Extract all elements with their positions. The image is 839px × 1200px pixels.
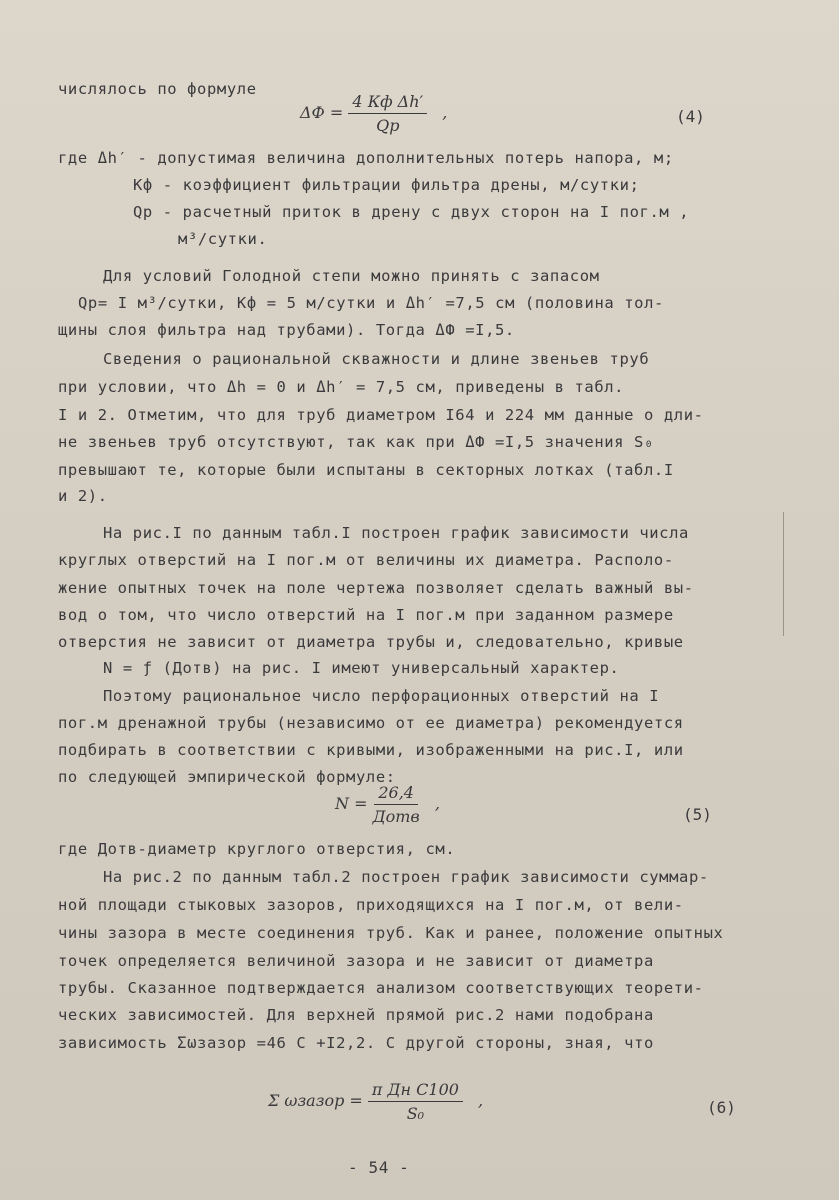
text-line: трубы. Сказанное подтверждается анализом соответствующих теорети- xyxy=(58,979,704,997)
formula-lhs: Σ ωзазор = xyxy=(268,1091,363,1110)
formula-5 xyxy=(335,783,440,826)
text-line: не звеньев труб отсутствуют, так как при ΔФ =I,5 значения S₀ xyxy=(58,433,654,451)
formula-numerator: 4 Кф Δh′ xyxy=(348,92,427,114)
text-line: отверстия не зависит от диаметра трубы и, следовательно, кривые xyxy=(58,633,684,651)
text-line: жение опытных точек на поле чертежа позволяет сделать важный вы- xyxy=(58,579,694,597)
text-line: Поэтому рациональное число перфорационных отверстий на I xyxy=(103,687,660,705)
text-line: чины зазора в месте соединения труб. Как и ранее, положение опытных xyxy=(58,924,724,942)
text-line: вод о том, что число отверстий на I пог.м при заданном размере xyxy=(58,606,674,624)
text-line: точек определяется величиной зазора и не зависит от диаметра xyxy=(58,952,654,970)
text-line: при условии, что Δh = 0 и Δh′ = 7,5 см, приведены в табл. xyxy=(58,378,625,396)
formula-lhs: ΔФ = xyxy=(300,103,344,122)
formula-denominator: Дотв xyxy=(372,807,420,826)
text-line: Кф - коэффициент фильтрации фильтра дрены, м/сутки; xyxy=(133,176,640,194)
text-line: ческих зависимостей. Для верхней прямой рис.2 нами подобрана xyxy=(58,1006,654,1024)
text-line: по следующей эмпирической формуле: xyxy=(58,768,396,786)
formula-6 xyxy=(268,1080,483,1123)
formula-fraction xyxy=(368,1080,463,1123)
equation-number: (5) xyxy=(683,805,712,824)
equation-number: (4) xyxy=(676,107,705,126)
text-line: подбирать в соответствии с кривыми, изображенными на рис.I, или xyxy=(58,741,684,759)
text-line: Для условий Голодной степи можно принять с запасом xyxy=(103,267,600,285)
formula-numerator: π Дн С100 xyxy=(368,1080,463,1102)
text-line: На рис.2 по данным табл.2 построен график зависимости суммар- xyxy=(103,868,709,886)
text-line: где Δh′ - допустимая величина дополнительных потерь напора, м; xyxy=(58,149,674,167)
margin-mark xyxy=(783,512,784,636)
formula-denominator: Qр xyxy=(376,116,400,135)
text-line: ной площади стыковых зазоров, приходящихся на I пог.м, от вели- xyxy=(58,896,684,914)
equation-number: (6) xyxy=(707,1098,736,1117)
text-line: где Дотв-диаметр круглого отверстия, см. xyxy=(58,840,456,858)
text-line: превышают те, которые были испытаны в секторных лотках (табл.I xyxy=(58,461,674,479)
formula-4 xyxy=(300,92,447,135)
text-line: пог.м дренажной трубы (независимо от ее диаметра) рекомендуется xyxy=(58,714,684,732)
formula-denominator: S₀ xyxy=(406,1104,425,1123)
text-line: Qр= I м³/сутки, Кф = 5 м/сутки и Δh′ =7,5 см (половина тол- xyxy=(78,294,664,312)
text-line: Qр - расчетный приток в дрену с двух сторон на I пог.м , xyxy=(133,203,690,221)
text-line: Сведения о рациональной скважности и длине звеньев труб xyxy=(103,350,650,368)
formula-tail: , xyxy=(434,794,440,813)
formula-tail: , xyxy=(442,103,448,122)
formula-fraction xyxy=(348,92,427,135)
text-line: щины слоя фильтра над трубами). Тогда ΔФ =I,5. xyxy=(58,321,515,339)
formula-tail: , xyxy=(478,1091,484,1110)
text-line: м³/сутки. xyxy=(178,230,268,248)
text-line: I и 2. Отметим, что для труб диаметром I64 и 224 мм данные о дли- xyxy=(58,406,704,424)
text-line: зависимость Σωзазор =46 С +I2,2. С другой стороны, зная, что xyxy=(58,1034,654,1052)
page-number: - 54 - xyxy=(348,1158,410,1177)
text-line: N = ƒ (Дотв) на рис. I имеют универсальный характер. xyxy=(103,659,620,677)
text-line: На рис.I по данным табл.I построен график зависимости числа xyxy=(103,524,689,542)
text-line: числялось по формуле xyxy=(58,80,257,98)
text-line: и 2). xyxy=(58,487,108,505)
formula-lhs: N = xyxy=(335,794,368,813)
formula-numerator: 26,4 xyxy=(374,783,418,805)
text-line: круглых отверстий на I пог.м от величины их диаметра. Располо- xyxy=(58,551,674,569)
formula-fraction xyxy=(373,783,420,826)
